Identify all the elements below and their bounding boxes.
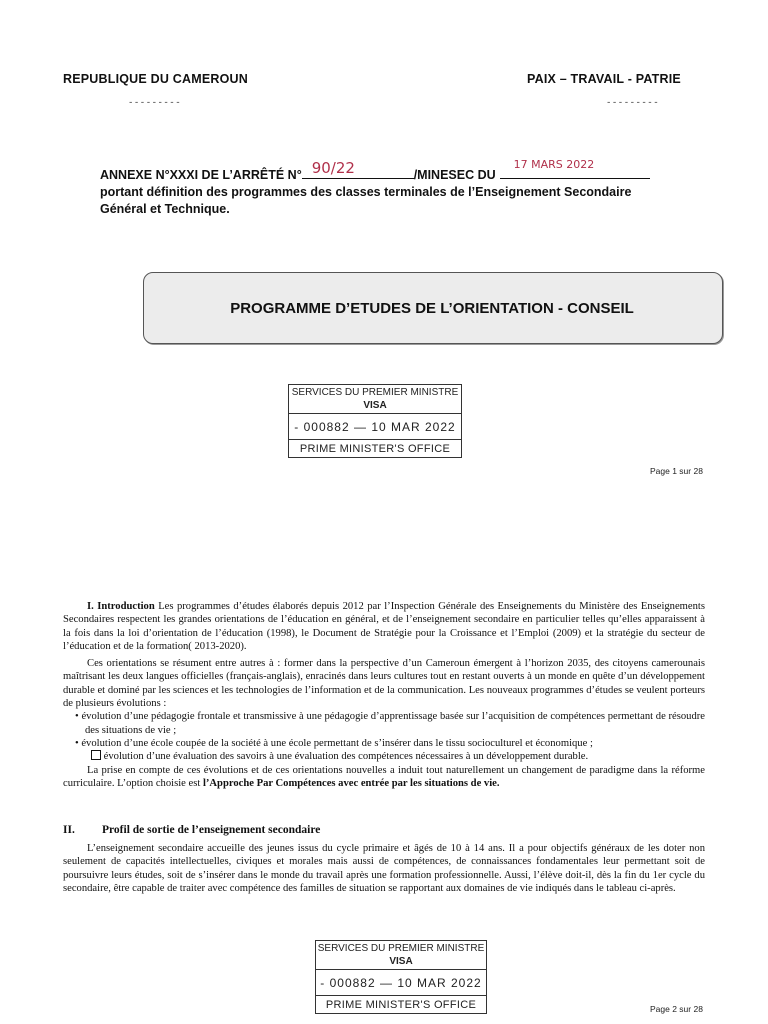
intro-bullet-1: • évolution d’une pédagogie frontale et transmissive à une pédagogie d’apprentissage basée sur l’acquisition de compétences permettant de résoudre des situations de vie ; <box>75 711 705 736</box>
handwritten-arrete-date: 17 MARS 2022 <box>513 158 595 171</box>
intro-paragraph-3-bold: l’Approche Par Compétences avec entrée par les situations de vie. <box>202 777 500 789</box>
country-motto: PAIX – TRAVAIL - PATRIE <box>527 72 681 86</box>
annexe-block <box>100 158 700 218</box>
intro-paragraph-1: Les programmes d’études élaborés depuis 2012 par l’Inspection Générale des Enseignements du Ministère des Enseignements Secondaires respectent les grandes orientations de l’éducation en général, et de l’enseignement secondaire en particulier telles qu’elles apparaissent à la fois dans la loi d’orientation de l’éducation (1998), le Document de Stratégie pour la Croissance et l’Emploi (2009) et la stratégie du secteur de l’éducation et de la formation( 2013-2020). <box>63 601 705 652</box>
header-right-dashes: --------- <box>606 98 660 108</box>
stamp-2-footer: PRIME MINISTER'S OFFICE <box>325 999 477 1011</box>
annexe-minesec: /MINESEC DU <box>413 168 496 182</box>
arrete-number-field <box>302 159 414 179</box>
intro-bullet-2: • évolution d’une école coupée de la société à une école permettant de s’insérer dans le tissu socioculturel et économique ; <box>75 737 593 749</box>
visa-stamp-2 <box>315 940 487 1014</box>
stamp-number: - 000882 — <box>294 420 367 434</box>
intro-bullet-3: évolution d’une évaluation des savoirs à une évaluation des compétences nécessaires à un développement durable. <box>101 751 589 763</box>
stamp-2-number: - 000882 — <box>320 976 393 990</box>
country-name: REPUBLIQUE DU CAMEROUN <box>63 72 248 86</box>
section-ii-heading: Profil de sortie de l’enseignement secondaire <box>102 824 321 836</box>
stamp-footer: PRIME MINISTER'S OFFICE <box>299 443 451 455</box>
stamp-2-number-line <box>316 969 486 996</box>
annexe-prefix: ANNEXE N°XXXI DE L’ARRÊTÉ N° <box>100 168 302 182</box>
visa-stamp <box>288 384 462 458</box>
stamp-visa-line: VISA <box>363 400 387 411</box>
stamp-2-service-line: SERVICES DU PREMIER MINISTRE <box>317 943 485 954</box>
stamp-number-line <box>289 413 461 440</box>
intro-paragraph-3: La prise en compte de ces évolutions et de ces orientations nouvelles a induit tout naturellement un changement de paradigme dans la réforme curriculaire. L’option choisie est <box>63 764 705 789</box>
profil-paragraph: L’enseignement secondaire accueille des jeunes issus du cycle primaire et âgés de 10 à 14 ans. Il a pour objectifs généraux de les doter non seulement de capacités intellectuelles, civiques et morales mais aussi de compétences, de connaissances fondamentales leur permettant soit de poursuivre leurs études, soit de s’insérer dans le monde du travail après une formation professionnelle. Aussi, l’élève doit-il, dès la fin du 1er cycle du secondaire, être capable de traiter avec compétence des familles de situation se rapportant aux domaines de vie indiqués dans le tableau ci-après. <box>63 843 705 894</box>
annexe-line3: Général et Technique. <box>100 202 230 216</box>
stamp-date: 10 MAR 2022 <box>371 420 456 434</box>
introduction-section <box>63 600 705 790</box>
stamp-service-line: SERVICES DU PREMIER MINISTRE <box>291 387 459 398</box>
intro-paragraph-2: Ces orientations se résument entre autres à : former dans la perspective d’un Cameroun émergent à l’horizon 2035, des citoyens camerounais maîtrisant les deux langues officielles (français-anglais), enracinés dans leurs cultures tout en restant ouverts à un monde en quête d’un développement durable et dominé par les sciences et les technologies de l’information et de la communication. Les nouveaux programmes d’études se veulent porteurs de plusieurs évolutions : <box>63 658 705 710</box>
checkbox-bullet-icon <box>91 750 101 760</box>
programme-title: PROGRAMME D’ETUDES DE L’ORIENTATION - CONSEIL <box>230 300 634 317</box>
header-left-dashes: --------- <box>128 98 182 108</box>
handwritten-arrete-number: 90/22 <box>311 159 355 177</box>
page-number: Page 1 sur 28 <box>650 466 703 476</box>
stamp-2-visa-line: VISA <box>389 956 413 967</box>
profil-section <box>63 842 705 895</box>
section-ii-number: II. <box>63 824 75 836</box>
intro-heading: I. Introduction <box>87 601 155 612</box>
annexe-line2: portant définition des programmes des classes terminales de l’Enseignement Secondaire <box>100 185 632 199</box>
arrete-date-field <box>500 158 650 179</box>
page-number-2: Page 2 sur 28 <box>650 1004 703 1014</box>
stamp-2-date: 10 MAR 2022 <box>397 976 482 990</box>
